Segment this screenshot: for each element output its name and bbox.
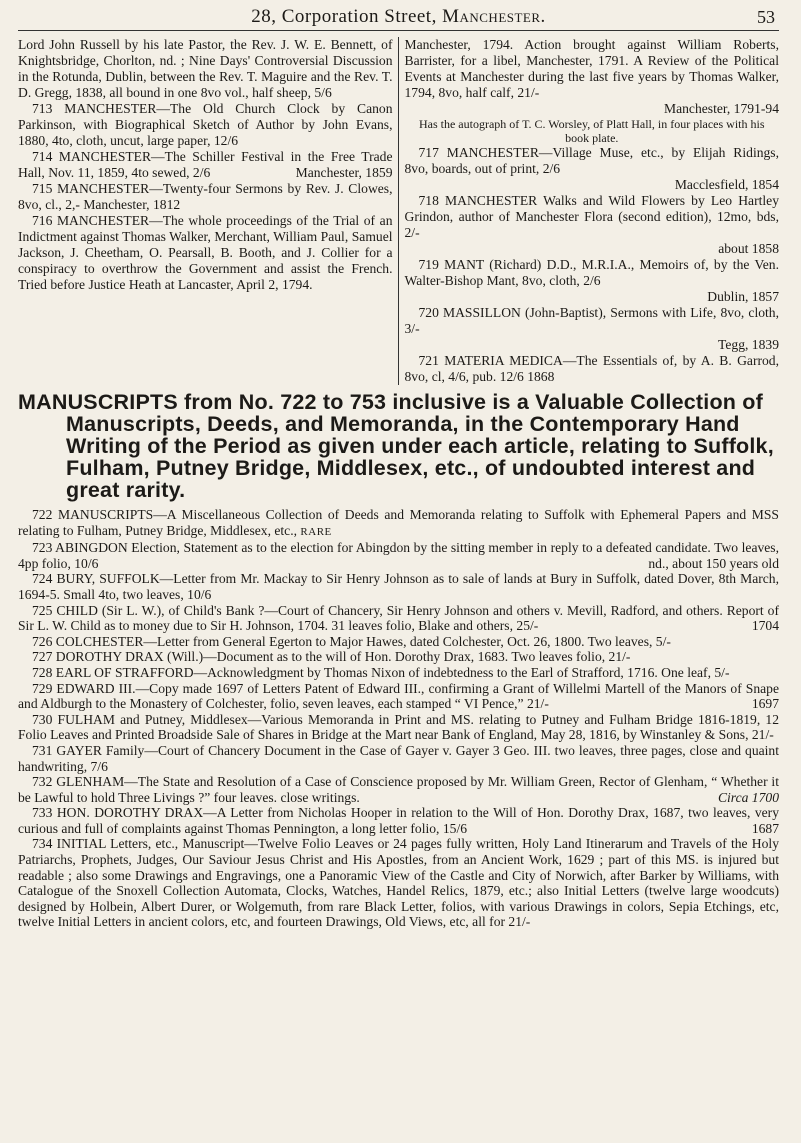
entry-730: 730 FULHAM and Putney, Middlesex—Various Memoranda in Print and MS. relating to Putney and Fulham Bridge 1816-1819, 12 Folio Leaves and Printed Broadside Sale of Shares in Bridge at the Mart near Bank of England, May 28, 1816, by Winstanley & Sons, 21/-: [18, 711, 779, 743]
header-street: 28, Corporation Street,: [251, 6, 443, 27]
entry-714: [18, 149, 393, 181]
manuscript-list: [18, 507, 779, 930]
entry-727: 727 DOROTHY DRAX (Will.)—Document as to the will of Hon. Dorothy Drax, 1683. Two leaves folio, 21/-: [32, 649, 631, 665]
entry-721: 721 MATERIA MEDICA—The Essentials of, by A. B. Garrod, 8vo, cl, 4/6, pub. 12/6 1868: [404, 353, 779, 384]
entry-714-text: 714 MANCHESTER—The Schiller Festival in the Free Trade Hall, Nov. 11, 1859, 4to sewed, 2/6: [18, 149, 393, 180]
entry-733: [18, 805, 779, 836]
page-header: [18, 4, 779, 31]
entry-725-text: 725 CHILD (Sir L. W.), of Child's Bank ?—Court of Chancery, Sir Henry Johnson and others v. Mevill, Radford, and others. Report of Sir L. W. Child as to money due to Sir H. Johnson, 1704. 31 leaves folio, Blake and others, 25/-: [18, 602, 779, 634]
two-column-listing: [18, 37, 779, 385]
right-column: [398, 37, 780, 385]
page-number: 53: [757, 7, 775, 27]
entry-729: [18, 681, 779, 712]
entry-723-text: 723 ABINGDON Election, Statement as to the election for Abingdon by the sitting member in reply to a defeated candidate. Two leaves, 4pp folio, 10/6: [18, 540, 779, 571]
entry-716-place: Manchester, 1791-94: [664, 101, 779, 116]
entry-719: 719 MANT (Richard) D.D., M.R.I.A., Memoirs of, by the Ven. Walter-Bishop Mant, 8vo, cloth, 2/6: [404, 257, 779, 288]
entry-729-date: 1697: [751, 696, 779, 712]
entry-725: [18, 603, 779, 634]
entry-732-text: 732 GLENHAM—The State and Resolution of a Case of Conscience proposed by Mr. William Green, Rector of Glenham, “ Whether it be Lawful to hold Three Livings ?” four leaves. close writings.: [18, 774, 779, 805]
entry-720-place: Tegg, 1839: [718, 337, 779, 352]
entry-715: 715 MANCHESTER—Twenty-four Sermons by Rev. J. Clowes, 8vo, cl., 2,- Manchester, 1812: [18, 181, 393, 212]
entry-734: 734 INITIAL Letters, etc., Manuscript—Twelve Folio Leaves or 24 pages fully written, Holy Land Itinerarum and Travels of the Holy Patriarchs, Prophets, Judges, Our Saviour Jesus Christ and His Apostles, from an Ancient Work, 1629 ; part of this MS. is injured but readable ; also some Drawings and Engravings, one a Panoramic View of the Castle and City of Norwich, after Barker by Williams, with Catalogue of the Snoxell Collection Automata, Clocks, Watches, Handel Relics, 1879, etc.; also Initial Letters (twelve large woodcuts) designed by Holbein, Albert Durer, or Wolgemuth, from rare Black Letter, folios, with various Drawings in colors, Sepia Etchings, etc, twelve Initial Letters in ancient colors, etc, and fourteen Drawings, Old Views, etc, all for 21/-: [18, 836, 779, 930]
banner-line-1: MANUSCRIPTS from No. 722 to 753 inclusive is a Valuable Collection of: [18, 390, 763, 414]
banner-body: Manuscripts, Deeds, and Memoranda, in the Contemporary Hand Writing of the Period as given under each article, relating to Suffolk, Fulham, Putney Bridge, Middlesex, etc., of undoubted interest and great rarity.: [66, 412, 774, 502]
entry-716: 716 MANCHESTER—The whole proceedings of the Trial of an Indictment against Thomas Walker, Merchant, William Paul, Samuel Jackson, J. Cheetham, O. Pearsall, B. Booth, and J. Collier for a conspiracy to overthrow the Government and assist the French. Tried before Justice Heath at Lancaster, April 2, 1794.: [18, 213, 393, 292]
header-address: [18, 6, 779, 28]
entry-722: [18, 507, 779, 540]
entry-728: 728 EARL OF STRAFFORD—Acknowledgment by Thomas Nixon of indebtedness to the Earl of Strafford, 1716. One leaf, 5/-: [32, 664, 730, 680]
entry-718-place: about 1858: [718, 241, 779, 256]
entry-726: 726 COLCHESTER—Letter from General Egerton to Major Hawes, dated Colchester, Oct. 26, 1800. Two leaves, 5/-: [32, 633, 671, 649]
entry-712-continued: Lord John Russell by his late Pastor, the Rev. J. W. E. Bennett, of Knightsbridge, Chorlton, nd. ; Nine Days' Controversial Discussion in the Rotunda, Dublin, between the Rev. T. Maguire and the Rev. T. D. Gregg, 1838, all bound in one 8vo vol., half sheep, 5/6: [18, 37, 393, 100]
entry-724: 724 BURY, SUFFOLK—Letter from Mr. Mackay to Sir Henry Johnson as to sale of lands at Bury in Suffolk, dated Dover, 8th March, 1694-5. Small 4to, two leaves, 10/6: [18, 571, 779, 602]
entry-725-date: 1704: [751, 618, 779, 634]
manuscripts-banner: [18, 391, 779, 501]
entry-733-text: 733 HON. DOROTHY DRAX—A Letter from Nicholas Hooper in relation to the Will of Hon. Dorothy Drax, 1687, two leaves, very curious and full of complaints against Thomas Pennington, a long letter folio, 15/6: [18, 805, 779, 836]
entry-717-place: Macclesfield, 1854: [674, 177, 779, 192]
header-city: Manchester.: [442, 6, 546, 27]
entry-714-place: Manchester, 1859: [295, 165, 393, 180]
entry-720: 720 MASSILLON (John-Baptist), Sermons with Life, 8vo, cloth, 3/-: [404, 305, 779, 336]
entry-731: 731 GAYER Family—Court of Chancery Document in the Case of Gayer v. Gayer 3 Geo. III. two leaves, three pages, close and quaint handwriting, 7/6: [18, 742, 779, 774]
entry-723-date: nd., about 150 years old: [648, 555, 779, 571]
entry-713: 713 MANCHESTER—The Old Church Clock by Canon Parkinson, with Biographical Sketch of Author by John Evans, 1880, 4to, cloth, uncut, large paper, 12/6: [18, 101, 393, 148]
entry-733-date: 1687: [751, 820, 779, 836]
entry-722-text: 722 MANUSCRIPTS—A Miscellaneous Collection of Deeds and Memoranda relating to Suffolk with Ephemeral Papers and MSS relating to Fulham, Putney Bridge, Middlesex, etc.,: [18, 507, 779, 538]
entry-732: [18, 774, 779, 805]
rare-badge: RARE: [300, 525, 332, 538]
entry-716-continued: Manchester, 1794. Action brought against William Roberts, Barrister, for a libel, Manchester, 1791. A Review of the Political Events at Manchester during the last five years by Thomas Walker, 1794, 8vo, half calf, 21/-: [404, 37, 779, 100]
entry-729-text: 729 EDWARD III.—Copy made 1697 of Letters Patent of Edward III., confirming a Grant of Willelmi Martell of the Manors of Snape and Aldburgh to the Monastery of Colchester, folio, seven leaves, each stamped “ VI Pence,” 21/-: [18, 680, 779, 712]
entry-723: [18, 540, 779, 571]
catalogue-page: [18, 0, 779, 930]
entry-732-date: Circa 1700: [717, 789, 779, 805]
entry-716-note: Has the autograph of T. C. Worsley, of Platt Hall, in four places with his book plate.: [418, 117, 765, 145]
entry-717: 717 MANCHESTER—Village Muse, etc., by Elijah Ridings, 8vo, boards, out of print, 2/6: [404, 145, 779, 176]
left-column: [18, 37, 398, 385]
entry-718: 718 MANCHESTER Walks and Wild Flowers by Leo Hartley Grindon, author of Manchester Flora (second edition), 12mo, bds, 2/-: [404, 193, 779, 240]
entry-719-place: Dublin, 1857: [707, 289, 779, 304]
